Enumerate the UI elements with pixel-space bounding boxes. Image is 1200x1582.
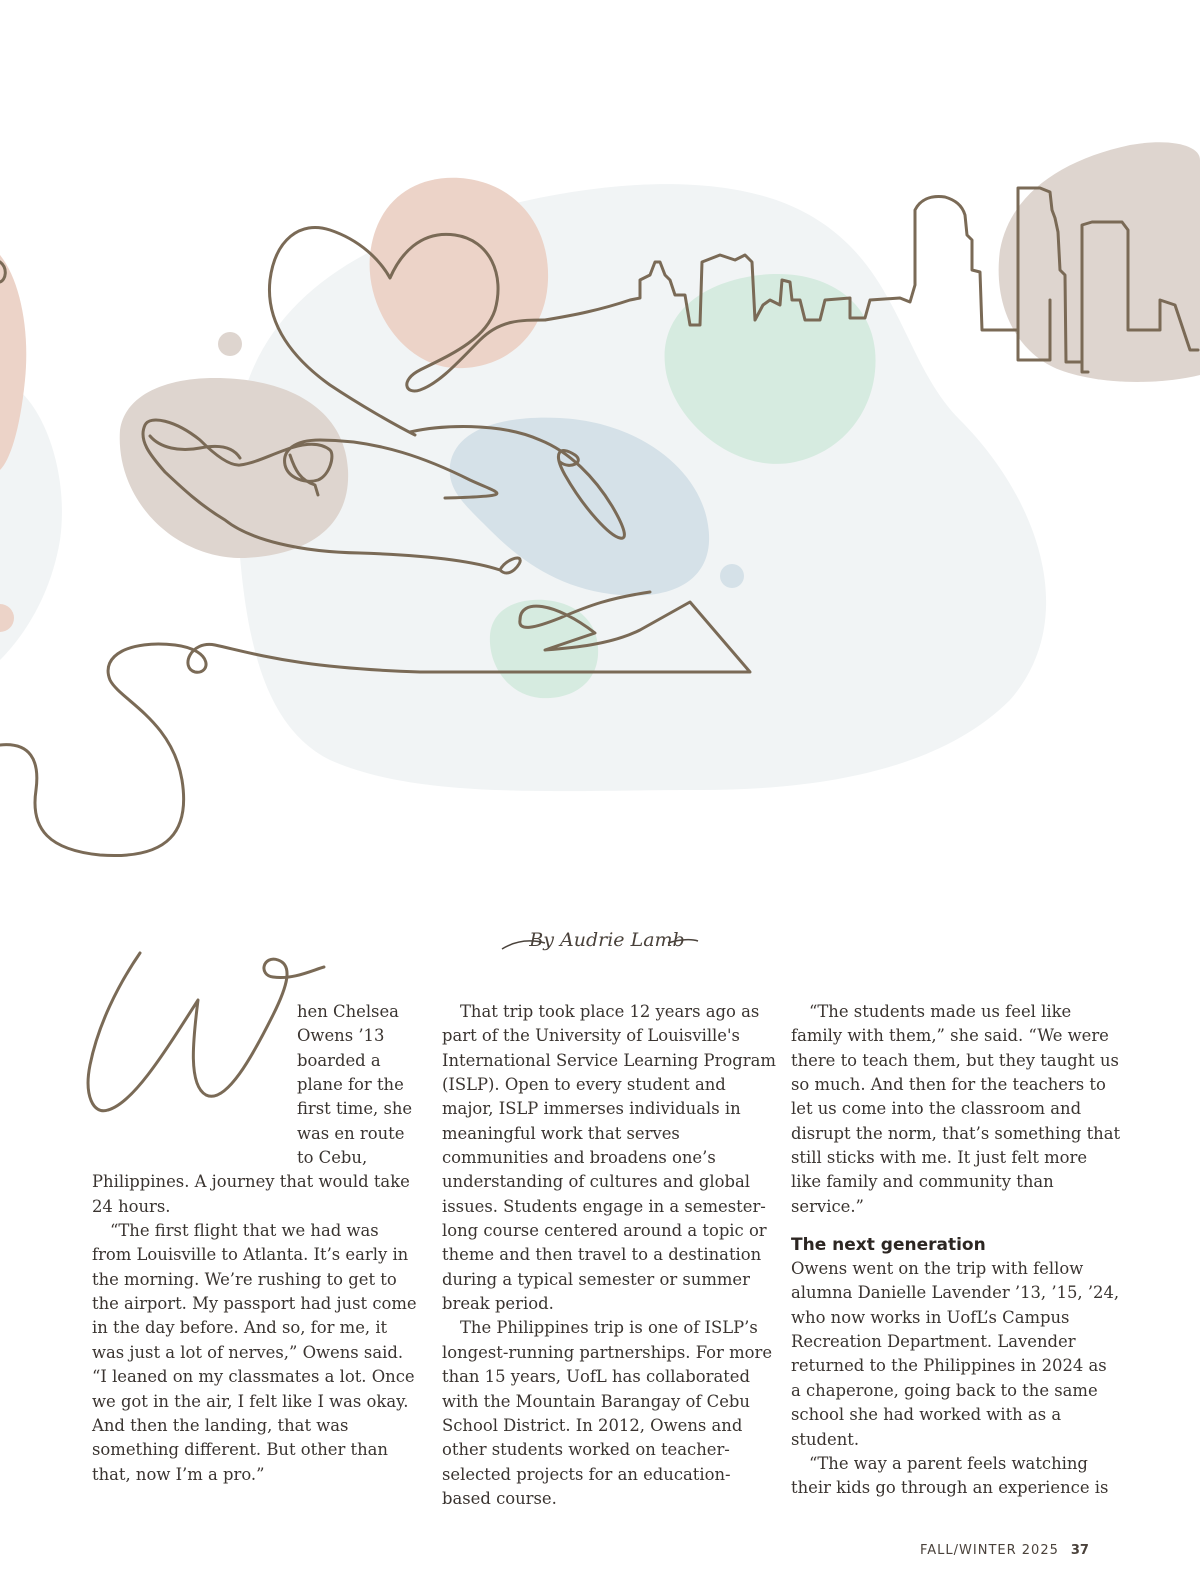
section-subhead: The next generation bbox=[791, 1235, 986, 1256]
byline-text: By Audrie Lamb bbox=[529, 929, 685, 951]
dropcap-spacer bbox=[92, 1000, 297, 1170]
issue-label: FALL/WINTER 2025 bbox=[920, 1543, 1059, 1558]
column-1 bbox=[92, 1000, 422, 1487]
paragraph-5: “The students made us feel like family with them,” she said. “We were there to teach them, but they taught us so much. And then for the teachers to let us come into the classroom and disrupt the norm, that’s something that still sticks with me. It just felt more like family and community than service.” bbox=[791, 1002, 1121, 1216]
paragraph-1: hen Chelsea Owens ’13 boarded a plane for the first time, she was en route to Cebu, Philippines. A journey that would take 24 hours. bbox=[92, 1002, 413, 1216]
paragraph-2: “The first flight that we had was from Louisville to Atlanta. It’s early in the morning. We’re rushing to get to the airport. My passport had just come in the day before. And so, for me, it was just a lot of nerves,” Owens said. “I leaned on my classmates a lot. Once we got in the air, I felt like I was okay. And then the landing, that was something different. But other than that, now I’m a pro.” bbox=[92, 1221, 417, 1484]
column-3 bbox=[791, 1000, 1121, 1501]
paragraph-7: “The way a parent feels watching their kids go through an experience is bbox=[791, 1453, 1109, 1498]
blue-dot bbox=[720, 564, 744, 588]
page-number: 37 bbox=[1070, 1543, 1089, 1558]
paragraph-3: That trip took place 12 years ago as part of the University of Louisville's International Service Learning Program (ISLP). Open to every student and major, ISLP immerses individuals in meaningful work that serves communities and broadens one’s understanding of cultures and global issues. Students engage in a semester-long course centered around a topic or theme and then travel to a destination during a typical semester or summer break period. bbox=[442, 1002, 776, 1314]
paragraph-6: Owens went on the trip with fellow alumna Danielle Lavender ’13, ’15, ’24, who now works in UofL’s Campus Recreation Department. Lavender returned to the Philippines in 2024 as a chaperone, going back to the same school she had worked with as a student. bbox=[791, 1259, 1120, 1449]
folio bbox=[920, 1543, 1120, 1558]
column-2 bbox=[442, 1000, 777, 1511]
paragraph-4: The Philippines trip is one of ISLP’s longest-running partnerships. For more than 15 years, UofL has collaborated with the Mountain Barangay of Cebu School District. In 2012, Owens and other students worked on teacher-selected projects for an education-based course. bbox=[442, 1318, 773, 1508]
byline bbox=[500, 925, 700, 955]
right-taupe-blob bbox=[999, 142, 1200, 382]
taupe-dot bbox=[218, 332, 242, 356]
